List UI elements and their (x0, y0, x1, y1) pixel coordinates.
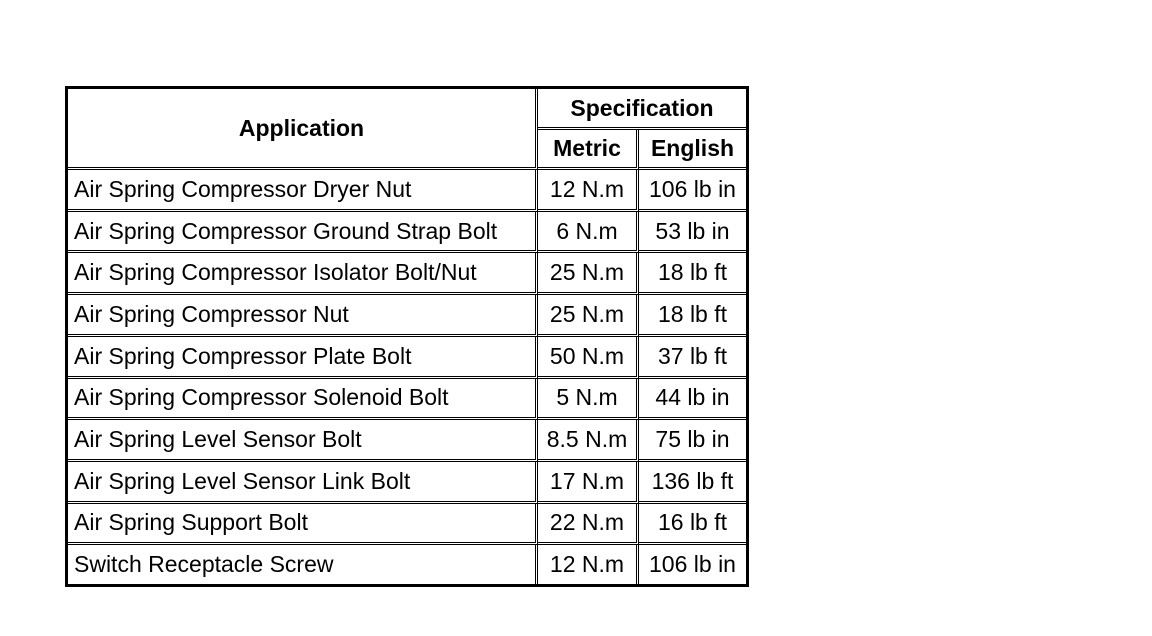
cell-metric: 50 N.m (538, 337, 639, 379)
cell-application: Air Spring Level Sensor Bolt (68, 420, 538, 462)
cell-application: Switch Receptacle Screw (68, 545, 538, 584)
table-row (68, 212, 746, 254)
cell-metric: 17 N.m (538, 462, 639, 504)
cell-application: Air Spring Support Bolt (68, 504, 538, 546)
header-english: English (639, 130, 746, 170)
cell-english: 37 lb ft (639, 337, 746, 379)
cell-english: 16 lb ft (639, 504, 746, 546)
cell-metric: 8.5 N.m (538, 420, 639, 462)
cell-metric: 5 N.m (538, 379, 639, 421)
cell-application: Air Spring Compressor Plate Bolt (68, 337, 538, 379)
cell-metric: 25 N.m (538, 253, 639, 295)
table-row (68, 504, 746, 546)
table-row (68, 420, 746, 462)
cell-english: 18 lb ft (639, 253, 746, 295)
table-row (68, 462, 746, 504)
cell-application: Air Spring Compressor Solenoid Bolt (68, 379, 538, 421)
header-application: Application (68, 89, 538, 170)
cell-english: 136 lb ft (639, 462, 746, 504)
cell-metric: 12 N.m (538, 170, 639, 212)
table-row (68, 545, 746, 584)
cell-metric: 22 N.m (538, 504, 639, 546)
cell-application: Air Spring Compressor Nut (68, 295, 538, 337)
cell-metric: 6 N.m (538, 212, 639, 254)
cell-english: 75 lb in (639, 420, 746, 462)
cell-application: Air Spring Level Sensor Link Bolt (68, 462, 538, 504)
torque-spec-table (65, 86, 749, 587)
cell-metric: 12 N.m (538, 545, 639, 584)
cell-metric: 25 N.m (538, 295, 639, 337)
table-row (68, 170, 746, 212)
cell-english: 106 lb in (639, 170, 746, 212)
header-metric: Metric (538, 130, 639, 170)
cell-application: Air Spring Compressor Dryer Nut (68, 170, 538, 212)
header-specification: Specification (538, 89, 746, 130)
table-row (68, 379, 746, 421)
table-row (68, 295, 746, 337)
cell-english: 53 lb in (639, 212, 746, 254)
table-row (68, 253, 746, 295)
cell-english: 18 lb ft (639, 295, 746, 337)
table-row (68, 337, 746, 379)
cell-english: 44 lb in (639, 379, 746, 421)
cell-english: 106 lb in (649, 551, 736, 578)
cell-application: Air Spring Compressor Ground Strap Bolt (68, 212, 538, 254)
cell-application: Air Spring Compressor Isolator Bolt/Nut (68, 253, 538, 295)
